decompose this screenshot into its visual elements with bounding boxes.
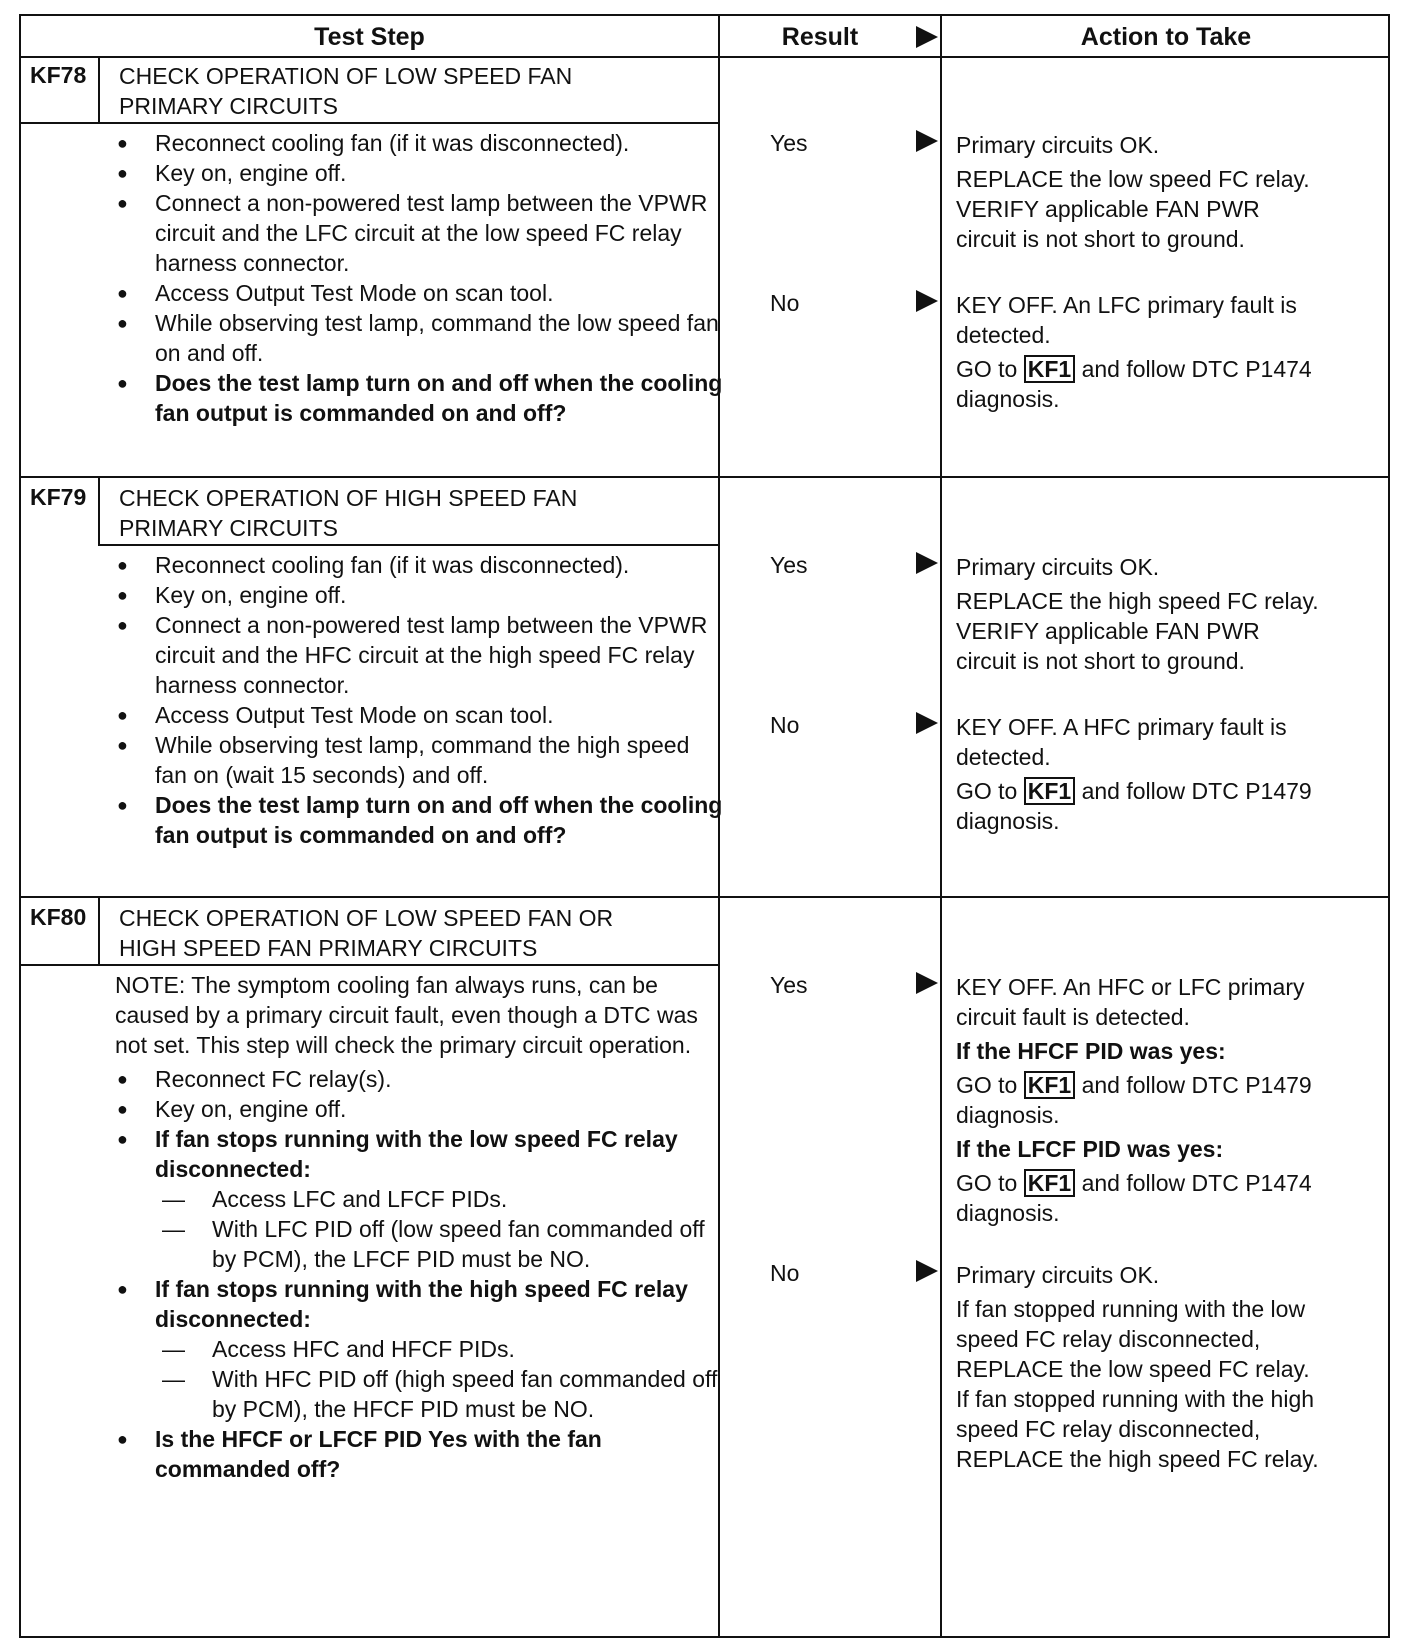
condition-text: If the LFCF PID was yes: [956, 1136, 1224, 1162]
follow-text: and follow DTC P1479 diagnosis. [956, 1072, 1312, 1128]
arrow-icon [916, 1260, 938, 1282]
yes-action [956, 972, 1326, 1232]
no-action [956, 290, 1326, 418]
arrow-icon [916, 552, 938, 574]
list-item: ● Key on, engine off. [115, 1094, 725, 1124]
ref-link[interactable]: KF1 [1024, 1071, 1075, 1099]
no-action [956, 1260, 1326, 1478]
step-id: KF79 [30, 484, 87, 510]
condition-text: If the HFCF PID was yes: [956, 1038, 1226, 1064]
header-action: Action to Take [1080, 23, 1252, 51]
step-title-line: CHECK OPERATION OF LOW SPEED FAN [119, 63, 573, 89]
ref-link[interactable]: KF1 [1024, 1169, 1075, 1197]
result-no: No [770, 712, 800, 738]
question-item: ● Does the test lamp turn on and off when the cooling fan output is commanded on and off? [115, 368, 725, 428]
result-no: No [770, 290, 800, 316]
arrow-icon [916, 290, 938, 312]
arrow-icon [916, 712, 938, 734]
list-item: ● Reconnect cooling fan (if it was disconnected). [115, 128, 725, 158]
step-id: KF78 [30, 62, 87, 88]
action-text: REPLACE the low speed FC relay. VERIFY applicable FAN PWR circuit is not short to ground. [956, 166, 1310, 252]
sub-item: — Access HFC and HFCF PIDs. [115, 1334, 725, 1364]
step-body [115, 128, 725, 428]
list-item: ● Access Output Test Mode on scan tool. [115, 278, 725, 308]
list-item: ● Connect a non-powered test lamp between the VPWR circuit and the LFC circuit at the low speed FC relay harness connector. [115, 188, 725, 278]
arrow-icon [916, 972, 938, 994]
yes-action [956, 552, 1326, 680]
list-item: ● Key on, engine off. [115, 158, 725, 188]
yes-action [956, 130, 1326, 258]
step-rule [21, 896, 1388, 898]
goto-text: GO to [956, 1072, 1018, 1098]
goto-text: GO to [956, 356, 1018, 382]
step-title [119, 903, 719, 963]
result-yes: Yes [770, 130, 808, 156]
goto-line [956, 1070, 1326, 1130]
id-divider [98, 478, 100, 546]
goto-line [956, 1168, 1326, 1228]
question-item: ● Is the HFCF or LFCF PID Yes with the fan commanded off? [115, 1424, 725, 1484]
follow-text: and follow DTC P1474 diagnosis. [956, 356, 1312, 412]
condition-item: ● If fan stops running with the high speed FC relay disconnected: [115, 1274, 725, 1334]
step-title [119, 61, 719, 121]
ref-link[interactable]: KF1 [1024, 355, 1075, 383]
list-item: ● While observing test lamp, command the high speed fan on (wait 15 seconds) and off. [115, 730, 725, 790]
action-text: If fan stopped running with the low speed FC relay disconnected, REPLACE the low speed FC relay. If fan stopped running with the high speed FC relay disconnected, REPLACE the high speed FC relay. [956, 1296, 1319, 1472]
header-result: Result [781, 23, 859, 51]
step-title-line: CHECK OPERATION OF HIGH SPEED FAN [119, 485, 578, 511]
goto-text: GO to [956, 1170, 1018, 1196]
step-id: KF80 [30, 904, 87, 930]
step-title [119, 483, 719, 543]
action-text: KEY OFF. A HFC primary fault is detected. [956, 714, 1287, 770]
action-text: Primary circuits OK. [956, 554, 1160, 580]
goto-text: GO to [956, 778, 1018, 804]
action-text: Primary circuits OK. [956, 132, 1160, 158]
follow-text: and follow DTC P1474 diagnosis. [956, 1170, 1312, 1226]
arrow-icon [916, 130, 938, 152]
list-item: ● Key on, engine off. [115, 580, 725, 610]
title-rule [21, 964, 718, 966]
step-body [115, 550, 725, 850]
action-text: REPLACE the high speed FC relay. VERIFY applicable FAN PWR circuit is not short to ground. [956, 588, 1319, 674]
result-no: No [770, 1260, 800, 1286]
sub-item: — With HFC PID off (high speed fan commanded off by PCM), the HFCF PID must be NO. [115, 1364, 725, 1424]
question-item: ● Does the test lamp turn on and off when the cooling fan output is commanded on and off? [115, 790, 725, 850]
step-title-line: PRIMARY CIRCUITS [119, 515, 338, 541]
sub-item: — With LFC PID off (low speed fan commanded off by PCM), the LFCF PID must be NO. [115, 1214, 725, 1274]
ref-link[interactable]: KF1 [1024, 777, 1075, 805]
goto-line [956, 354, 1326, 414]
list-item: ● Access Output Test Mode on scan tool. [115, 700, 725, 730]
list-item: ● While observing test lamp, command the low speed fan on and off. [115, 308, 725, 368]
id-divider [98, 58, 100, 124]
step-body [115, 970, 725, 1484]
header-rule [21, 56, 1388, 58]
title-rule [98, 544, 718, 546]
no-action [956, 712, 1326, 840]
note-text: NOTE: The symptom cooling fan always runs, can be caused by a primary circuit fault, even though a DTC was not set. This step will check the primary circuit operation. [115, 972, 698, 1058]
goto-line [956, 776, 1326, 836]
divider-action [940, 16, 942, 1636]
list-item: ● Connect a non-powered test lamp between the VPWR circuit and the HFC circuit at the high speed FC relay harness connector. [115, 610, 725, 700]
header-test-step: Test Step [314, 23, 425, 51]
result-yes: Yes [770, 552, 808, 578]
result-yes: Yes [770, 972, 808, 998]
action-text: KEY OFF. An HFC or LFC primary circuit fault is detected. [956, 974, 1305, 1030]
header-arrow-icon [916, 26, 938, 48]
condition-item: ● If fan stops running with the low speed FC relay disconnected: [115, 1124, 725, 1184]
diagnostic-table [19, 14, 1390, 1638]
title-rule [21, 122, 718, 124]
list-item: ● Reconnect cooling fan (if it was disconnected). [115, 550, 725, 580]
id-divider [98, 898, 100, 966]
step-title-line: CHECK OPERATION OF LOW SPEED FAN OR [119, 905, 614, 931]
list-item: ● Reconnect FC relay(s). [115, 1064, 725, 1094]
action-text: KEY OFF. An LFC primary fault is detected. [956, 292, 1297, 348]
sub-item: — Access LFC and LFCF PIDs. [115, 1184, 725, 1214]
step-title-line: HIGH SPEED FAN PRIMARY CIRCUITS [119, 935, 538, 961]
step-title-line: PRIMARY CIRCUITS [119, 93, 338, 119]
step-rule [21, 476, 1388, 478]
follow-text: and follow DTC P1479 diagnosis. [956, 778, 1312, 834]
action-text: Primary circuits OK. [956, 1262, 1160, 1288]
